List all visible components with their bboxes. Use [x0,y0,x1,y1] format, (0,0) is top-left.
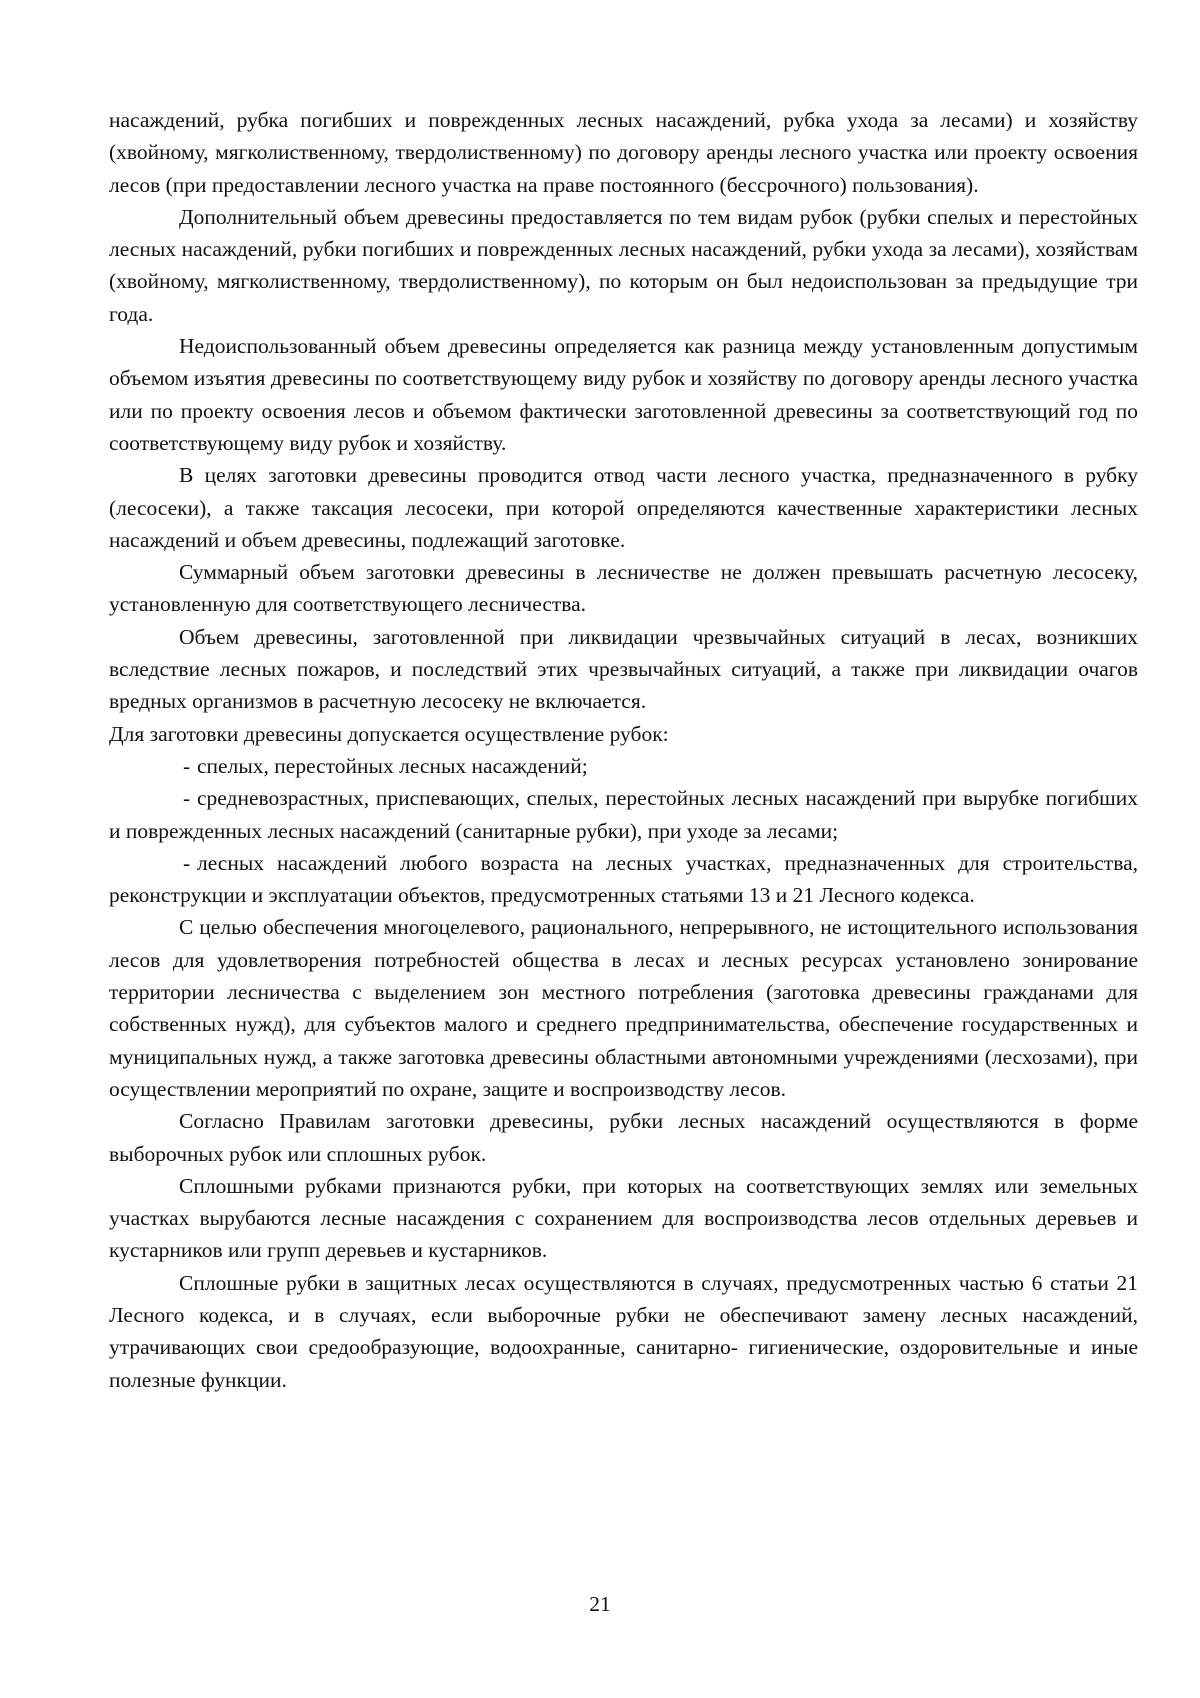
paragraph: Сплошные рубки в защитных лесах осуществляются в случаях, предусмотренных частью 6 статьи 21 Лесного кодекса, и в случаях, если выборочные рубки не обеспечивают замену лесных насаждений, утрачивающих свои средообразующие, водоохранные, санитарно- гигиенические, оздоровительные и иные полезные функции. [109,1270,1138,1392]
page-number: 21 [589,1592,611,1616]
list-item-text: лесных насаждений любого возраста на лесных участках, предназначенных для строительства, реконструкции и эксплуатации объектов, предусмотренных статьями 13 и 21 Лесного кодекса. [109,850,1138,908]
paragraph: Объем древесины, заготовленной при ликвидации чрезвычайных ситуаций в лесах, возникших вследствие лесных пожаров, и последствий этих чрезвычайных ситуаций, а также при ликвидации очагов вредных организмов в расчетную лесосеку не включается. [109,624,1138,714]
list-item [109,750,1138,782]
list-item [109,847,1138,912]
document-page [109,104,1138,1396]
paragraph: Для заготовки древесины допускается осуществление рубок: [109,721,669,746]
list-dash: - [183,850,191,875]
paragraph: В целях заготовки древесины проводится отвод части лесного участка, предназначенного в рубку (лесосеки), а также таксация лесосеки, при которой определяются качественные характеристики лесных насаждений и объем древесины, подлежащий заготовке. [109,463,1138,552]
list-item-text: спелых, перестойных лесных насаждений; [197,753,588,778]
list-item [109,782,1138,847]
paragraph: Суммарный объем заготовки древесины в лесничестве не должен превышать расчетную лесосеку, установленную для соответствующего лесничества. [109,560,1138,617]
list-dash: - [183,753,191,778]
paragraph: Согласно Правилам заготовки древесины, рубки лесных насаждений осуществляются в форме выборочных рубок или сплошных рубок. [109,1109,1138,1166]
paragraph: С целью обеспечения многоцелевого, рационального, непрерывного, не истощительного использования лесов для удовлетворения потребностей общества в лесах и лесных ресурсах установлено зонирование территории лесничества с выделением зон местного потребления (заготовка древесины гражданами для собственных нужд), для субъектов малого и среднего предпринимательства, обеспечение государственных и муниципальных нужд, а также заготовка древесины областными автономными учреждениями (лесхозами), при осуществлении мероприятий по охране, защите и воспроизводству лесов. [109,915,1138,1101]
list-item-text: средневозрастных, приспевающих, спелых, перестойных лесных насаждений при вырубке погибших и поврежденных лесных насаждений (санитарные рубки), при уходе за лесами; [109,786,1138,843]
list-dash: - [183,786,191,811]
paragraph: насаждений, рубка погибших и поврежденных лесных насаждений, рубка ухода за лесами) и хозяйству (хвойному, мягколиственному, твердолиственному) по договору аренды лесного участка или проекту освоения лесов (при предоставлении лесного участка на праве постоянного (бессрочного) пользования). [109,108,1138,197]
paragraph: Недоиспользованный объем древесины определяется как разница между установленным допустимым объемом изъятия древесины по соответствующему виду рубок и хозяйству по договору аренды лесного участка или по проекту освоения лесов и объемом фактически заготовленной древесины за соответствующий год по соответствующему виду рубок и хозяйству. [109,334,1138,455]
paragraph: Сплошными рубками признаются рубки, при которых на соответствующих землях или земельных участках вырубаются лесные насаждения с сохранением для воспроизводства лесов отдельных деревьев и кустарников или групп деревьев и кустарников. [109,1173,1138,1263]
document-body [109,104,1138,1396]
paragraph: Дополнительный объем древесины предоставляется по тем видам рубок (рубки спелых и перестойных лесных насаждений, рубки погибших и поврежденных лесных насаждений, рубки ухода за лесами), хозяйствам (хвойному, мягколиственному, твердолиственному), по которым он был недоиспользован за предыдущие три года. [109,204,1138,326]
